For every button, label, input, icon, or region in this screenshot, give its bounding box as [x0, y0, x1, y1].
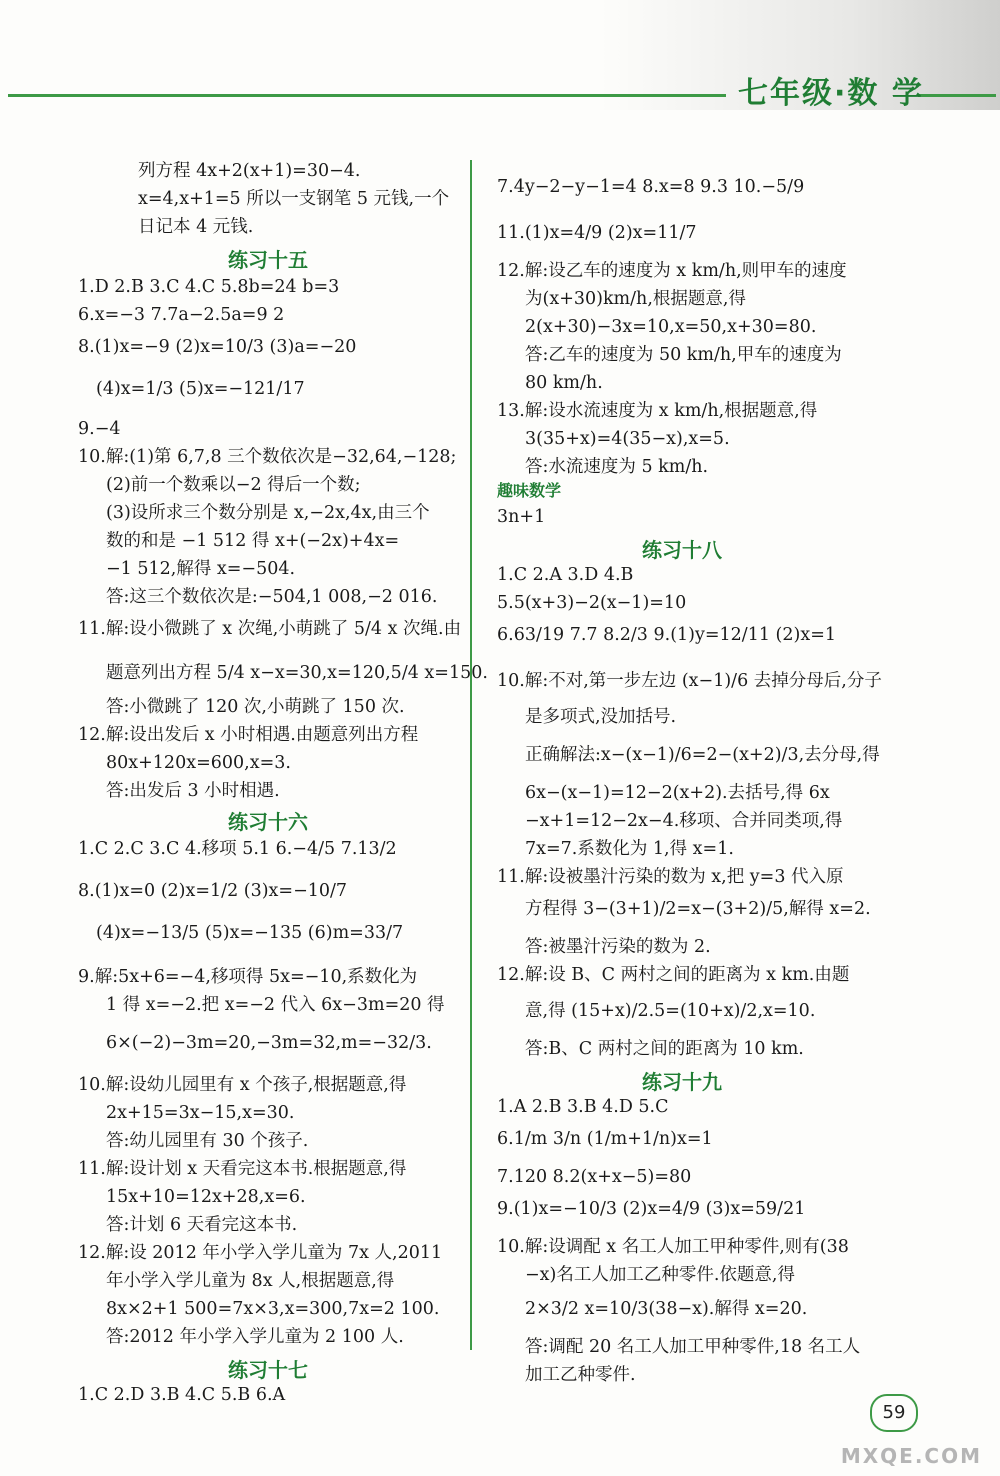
- answer-line: 10.解:设幼儿园里有 x 个孩子,根据题意,得: [78, 1075, 407, 1095]
- page-number: 59: [870, 1394, 918, 1432]
- answer-line: 10.解:设调配 x 名工人加工甲种零件,则有(38: [497, 1237, 849, 1257]
- answer-line: 答:2012 年小学入学儿童为 2 100 人.: [106, 1327, 404, 1347]
- answer-line: −x+1=12−2x−4.移项、合并同类项,得: [525, 811, 843, 831]
- section-heading: 练习十八: [642, 538, 722, 562]
- answer-line: 答:被墨汁污染的数为 2.: [525, 937, 711, 957]
- answer-line: 1 得 x=−2.把 x=−2 代入 6x−3m=20 得: [106, 995, 445, 1015]
- answer-line: 7.120 8.2(x+x−5)=80: [497, 1167, 692, 1187]
- answer-line: 8x×2+1 500=7x×3,x=300,7x=2 100.: [106, 1299, 440, 1319]
- answer-line: 答:调配 20 名工人加工甲种零件,18 名工人: [525, 1337, 861, 1357]
- answer-line: 11.解:设计划 x 天看完这本书.根据题意,得: [78, 1159, 407, 1179]
- answer-line: 9.(1)x=−10/3 (2)x=4/9 (3)x=59/21: [497, 1199, 806, 1219]
- answer-line: 80 km/h.: [525, 373, 603, 393]
- answer-line: 题意列出方程 5/4 x−x=30,x=120,5/4 x=150.: [106, 663, 488, 683]
- answer-line: x=4,x+1=5 所以一支钢笔 5 元钱,一个: [138, 189, 450, 209]
- answer-line: 日记本 4 元钱.: [138, 217, 254, 237]
- answer-line: 答:出发后 3 小时相遇.: [106, 781, 280, 801]
- section-heading: 练习十七: [228, 1358, 308, 1382]
- answer-line: 11.解:设被墨汁污染的数为 x,把 y=3 代入原: [497, 867, 844, 887]
- answer-line: 12.解:设 B、C 两村之间的距离为 x km.由题: [497, 965, 850, 985]
- answer-line: 6×(−2)−3m=20,−3m=32,m=−32/3.: [106, 1033, 432, 1053]
- answer-line: 7x=7.系数化为 1,得 x=1.: [525, 839, 734, 859]
- answer-line: 1.C 2.D 3.B 4.C 5.B 6.A: [78, 1385, 286, 1405]
- answer-line: 加工乙种零件.: [525, 1365, 636, 1385]
- answer-line: 12.解:设 2012 年小学入学儿童为 7x 人,2011: [78, 1243, 443, 1263]
- answer-line: 6.1/m 3/n (1/m+1/n)x=1: [497, 1129, 713, 1149]
- answer-line: 2×3/2 x=10/3(38−x).解得 x=20.: [525, 1299, 808, 1319]
- answer-line: −x)名工人加工乙种零件.依题意,得: [525, 1265, 795, 1285]
- answer-line: 为(x+30)km/h,根据题意,得: [525, 289, 746, 309]
- answer-line: 10.解:不对,第一步左边 (x−1)/6 去掉分母后,分子: [497, 671, 882, 691]
- answer-line: 6x−(x−1)=12−2(x+2).去括号,得 6x: [525, 783, 830, 803]
- answer-line: 11.(1)x=4/9 (2)x=11/7: [497, 223, 697, 243]
- section-heading: 练习十五: [228, 248, 308, 272]
- answer-line: 7.4y−2−y−1=4 8.x=8 9.3 10.−5/9: [497, 177, 805, 197]
- answer-line: 6.x=−3 7.7a−2.5a=9 2: [78, 305, 285, 325]
- answer-line: (4)x=−13/5 (5)x=−135 (6)m=33/7: [96, 923, 404, 943]
- answer-line: 8.(1)x=−9 (2)x=10/3 (3)a=−20: [78, 337, 357, 357]
- answer-line: 方程得 3−(3+1)/2=x−(3+2)/5,解得 x=2.: [525, 899, 871, 919]
- answer-line: 80x+120x=600,x=3.: [106, 753, 291, 773]
- answer-line: 13.解:设水流速度为 x km/h,根据题意,得: [497, 401, 818, 421]
- answer-line: −1 512,解得 x=−504.: [106, 559, 296, 579]
- answer-line: 答:计划 6 天看完这本书.: [106, 1215, 298, 1235]
- answer-line: 5.5(x+3)−2(x−1)=10: [497, 593, 687, 613]
- answer-line: (2)前一个数乘以−2 得后一个数;: [106, 475, 361, 495]
- answer-line: 年小学入学儿童为 8x 人,根据题意,得: [106, 1271, 395, 1291]
- answer-line: 答:幼儿园里有 30 个孩子.: [106, 1131, 309, 1151]
- answer-line: 9.解:5x+6=−4,移项得 5x=−10,系数化为: [78, 967, 418, 987]
- answer-line: 1.C 2.C 3.C 4.移项 5.1 6.−4/5 7.13/2: [78, 839, 397, 859]
- answer-line: 12.解:设出发后 x 小时相遇.由题意列出方程: [78, 725, 419, 745]
- answer-line: 3n+1: [497, 507, 546, 527]
- answer-line: 答:B、C 两村之间的距离为 10 km.: [525, 1039, 804, 1059]
- answer-line: 1.D 2.B 3.C 4.C 5.8b=24 b=3: [78, 277, 340, 297]
- answer-line: 2(x+30)−3x=10,x=50,x+30=80.: [525, 317, 817, 337]
- watermark: MXQE.COM: [840, 1444, 982, 1468]
- answer-line: 答:小微跳了 120 次,小萌跳了 150 次.: [106, 697, 405, 717]
- answer-line: 列方程 4x+2(x+1)=30−4.: [138, 161, 361, 181]
- answer-line: 意,得 (15+x)/2.5=(10+x)/2,x=10.: [525, 1001, 816, 1021]
- page-header-title: 七年级·数 学: [738, 76, 924, 111]
- header-rule-right: [918, 94, 996, 97]
- answer-line: 1.A 2.B 3.B 4.D 5.C: [497, 1097, 669, 1117]
- answer-line: (4)x=1/3 (5)x=−121/17: [96, 379, 305, 399]
- answer-line: 正确解法:x−(x−1)/6=2−(x+2)/3,去分母,得: [525, 745, 880, 765]
- answer-line: 2x+15=3x−15,x=30.: [106, 1103, 295, 1123]
- answer-line: 3(35+x)=4(35−x),x=5.: [525, 429, 730, 449]
- section-heading: 趣味数学: [497, 481, 562, 500]
- column-divider: [470, 160, 472, 1350]
- section-heading: 练习十六: [228, 810, 308, 834]
- answer-line: 12.解:设乙车的速度为 x km/h,则甲车的速度: [497, 261, 847, 281]
- answer-line: 答:这三个数依次是:−504,1 008,−2 016.: [106, 587, 438, 607]
- answer-line: 答:水流速度为 5 km/h.: [525, 457, 709, 477]
- answer-line: 8.(1)x=0 (2)x=1/2 (3)x=−10/7: [78, 881, 348, 901]
- answer-line: 数的和是 −1 512 得 x+(−2x)+4x=: [106, 531, 400, 551]
- answer-line: 6.63/19 7.7 8.2/3 9.(1)y=12/11 (2)x=1: [497, 625, 836, 645]
- answer-line: 10.解:(1)第 6,7,8 三个数依次是−32,64,−128;: [78, 447, 457, 467]
- section-heading: 练习十九: [642, 1070, 722, 1094]
- answer-line: 9.−4: [78, 419, 121, 439]
- answer-line: 15x+10=12x+28,x=6.: [106, 1187, 306, 1207]
- answer-line: 1.C 2.A 3.D 4.B: [497, 565, 634, 585]
- answer-line: (3)设所求三个数分别是 x,−2x,4x,由三个: [106, 503, 430, 523]
- answer-line: 11.解:设小微跳了 x 次绳,小萌跳了 5/4 x 次绳.由: [78, 619, 462, 639]
- answer-line: 答:乙车的速度为 50 km/h,甲车的速度为: [525, 345, 842, 365]
- answer-line: 是多项式,没加括号.: [525, 707, 677, 727]
- header-rule-left: [8, 94, 726, 97]
